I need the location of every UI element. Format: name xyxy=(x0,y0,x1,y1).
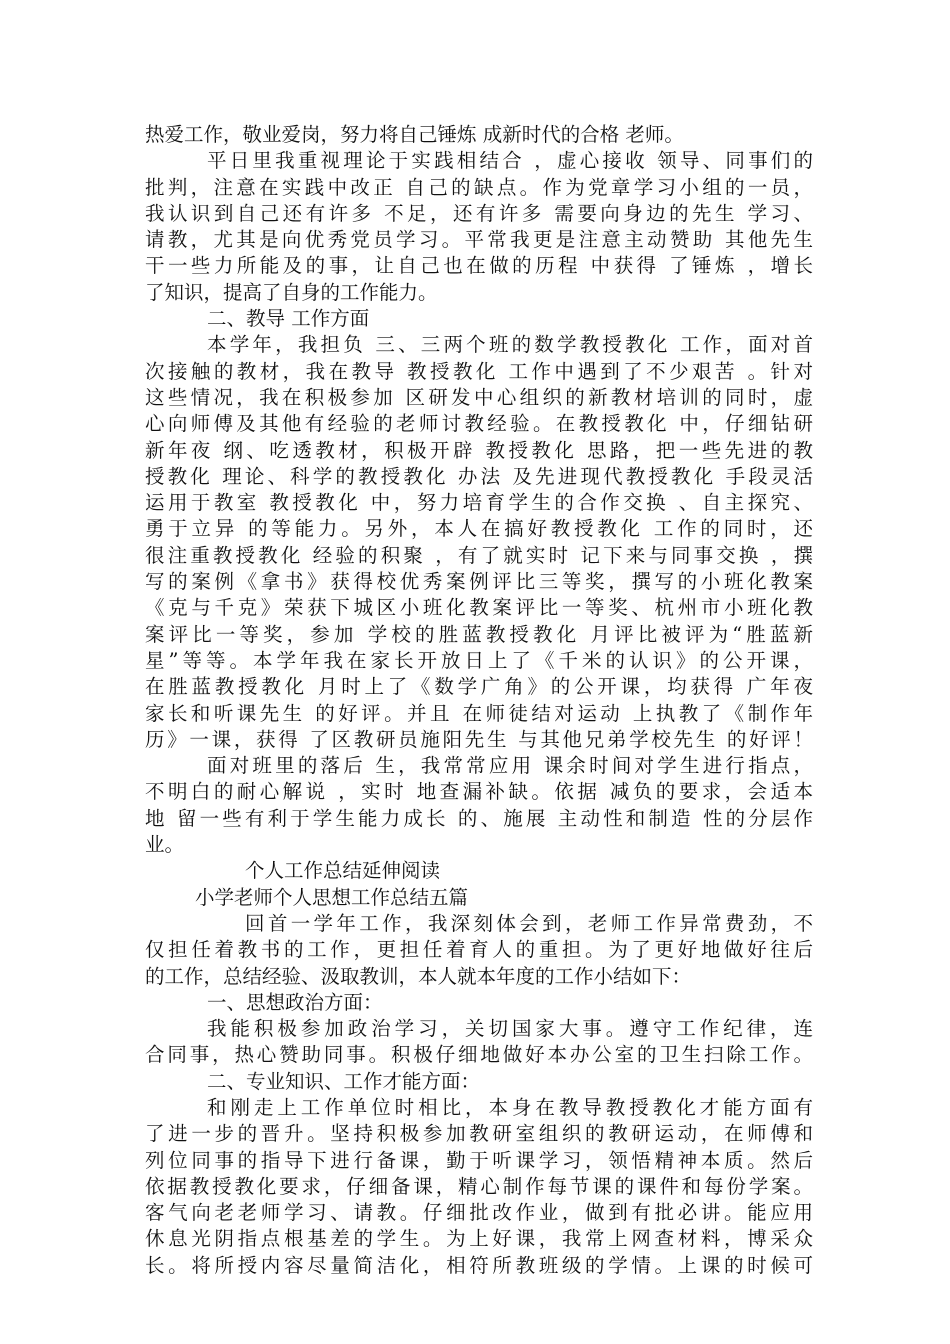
text-line: 热爱工作，敬业爱岗，努力将自己锤炼 成新时代的合格 老师。 xyxy=(145,123,684,146)
text-line: 运用于教室 教授教化 中，努力培育学生的合作交换 、自主探究、 xyxy=(145,491,813,515)
text-line: 面对班里的落后 生，我常常应用 课余时间对学生进行指点， xyxy=(207,754,813,778)
text-line: 个人工作总结延伸阅读 xyxy=(245,859,441,883)
text-line: 《克与千克》荣获下城区小班化教案评比一等奖、杭州市小班化教 xyxy=(145,596,813,620)
text-line: 合同事，热心赞助同事。积极仔细地做好本办公室的卫生扫除工作。 xyxy=(145,1043,813,1067)
text-line: 地 留一些有利于学生能力成长 的、施展 主动性和制造 性的分层作 xyxy=(145,806,813,830)
text-line: 家长和听课先生 的好评。并且 在师徒结对运动 上执教了《制作年 xyxy=(145,701,813,725)
text-line: 回首一学年工作，我深刻体会到，老师工作异常费劲，不 xyxy=(245,911,813,935)
text-line: 客气向老老师学习、请教。仔细批改作业，做到有批必讲。能应用 xyxy=(145,1201,813,1225)
text-line: 我能积极参加政治学习，关切国家大事。遵守工作纪律，连 xyxy=(207,1017,813,1041)
text-line: 授教化 理论、科学的教授教化 办法 及先进现代教授教化 手段灵活 xyxy=(145,464,813,488)
text-line: 不明白的耐心解说 ，实时 地查漏补缺。依据 减负的要求，会适本 xyxy=(145,780,813,804)
text-line: 在胜蓝教授教化 月时上了《数学广角》的公开课，均获得 广年夜 xyxy=(145,675,813,699)
text-line: 的工作，总结经验、汲取教训，本人就本年度的工作小结如下： xyxy=(145,964,692,988)
text-line: 一、思想政治方面： xyxy=(207,990,383,1014)
text-line: 仅担任着教书的工作，更担任着育人的重担。为了更好地做好往后 xyxy=(145,938,813,962)
text-line: 业。 xyxy=(145,833,185,857)
text-line: 了进一步的晋升。坚持积极参加教研室组织的教研运动，在师傅和 xyxy=(145,1122,813,1146)
text-line: 案评比一等奖，参加 学校的胜蓝教授教化 月评比被评为“胜蓝新 xyxy=(145,622,813,646)
text-line: 小学老师个人思想工作总结五篇 xyxy=(195,885,469,909)
text-line: 列位同事的指导下进行备课，勤于听课学习，领悟精神本质。然后 xyxy=(145,1148,813,1172)
text-line: 二、专业知识、工作才能方面： xyxy=(207,1069,481,1093)
text-line: 勇于立异 的等能力。另外，本人在搞好教授教化 工作的同时，还 xyxy=(145,517,813,541)
text-line: 依据教授教化要求，仔细备课，精心制作每节课的课件和每份学案。 xyxy=(145,1174,813,1198)
text-line: 心向师傅及其他有经验的老师讨教经验。在教授教化 中，仔细钻研 xyxy=(145,412,813,436)
text-line: 二、教导 工作方面 xyxy=(207,307,370,331)
text-line: 请教，尤其是向优秀党员学习。平常我更是注意主动赞助 其他先生 xyxy=(145,228,813,252)
document-page xyxy=(145,122,813,1279)
text-line: 了知识，提高了自身的工作能力。 xyxy=(145,280,438,304)
text-line: 和刚走上工作单位时相比，本身在教导教授教化才能方面有 xyxy=(207,1095,813,1119)
text-line: 很注重教授教化 经验的积聚 ，有了就实时 记下来与同事交换 ，撰 xyxy=(145,543,813,567)
text-line: 历》一课，获得 了区教研员施阳先生 与其他兄弟学校先生 的好评！ xyxy=(145,727,813,751)
text-line: 我认识到自己还有许多 不足，还有许多 需要向身边的先生 学习、 xyxy=(145,201,813,225)
text-line: 休息光阴指点根基差的学生。为上好课，我常上网查材料，博采众 xyxy=(145,1227,813,1251)
text-line: 写的案例《拿书》获得校优秀案例评比三等奖，撰写的小班化教案 xyxy=(145,570,813,594)
text-line: 本学年，我担负 三、三两个班的数学教授教化 工作，面对首 xyxy=(207,333,813,357)
text-line: 干一些力所能及的事，让自己也在做的历程 中获得 了锤炼 ，增长 xyxy=(145,254,813,278)
text-line: 长。将所授内容尽量简洁化，相符所教班级的学情。上课的时候可 xyxy=(145,1253,813,1277)
text-line: 平日里我重视理论于实践相结合 ，虚心接收 领导、同事们的 xyxy=(207,149,813,173)
text-line: 批判，注意在实践中改正 自己的缺点。作为党章学习小组的一员， xyxy=(145,175,813,199)
text-line: 新年夜 纲、吃透教材，积极开辟 教授教化 思路，把一些先进的教 xyxy=(145,438,813,462)
text-line: 星”等等。本学年我在家长开放日上了《千米的认识》的公开课， xyxy=(145,648,813,672)
text-line: 这些情况，我在积极参加 区研发中心组织的新教材培训的同时，虚 xyxy=(145,385,813,409)
text-line: 次接触的教材，我在教导 教授教化 工作中遇到了不少艰苦 。针对 xyxy=(145,359,813,383)
